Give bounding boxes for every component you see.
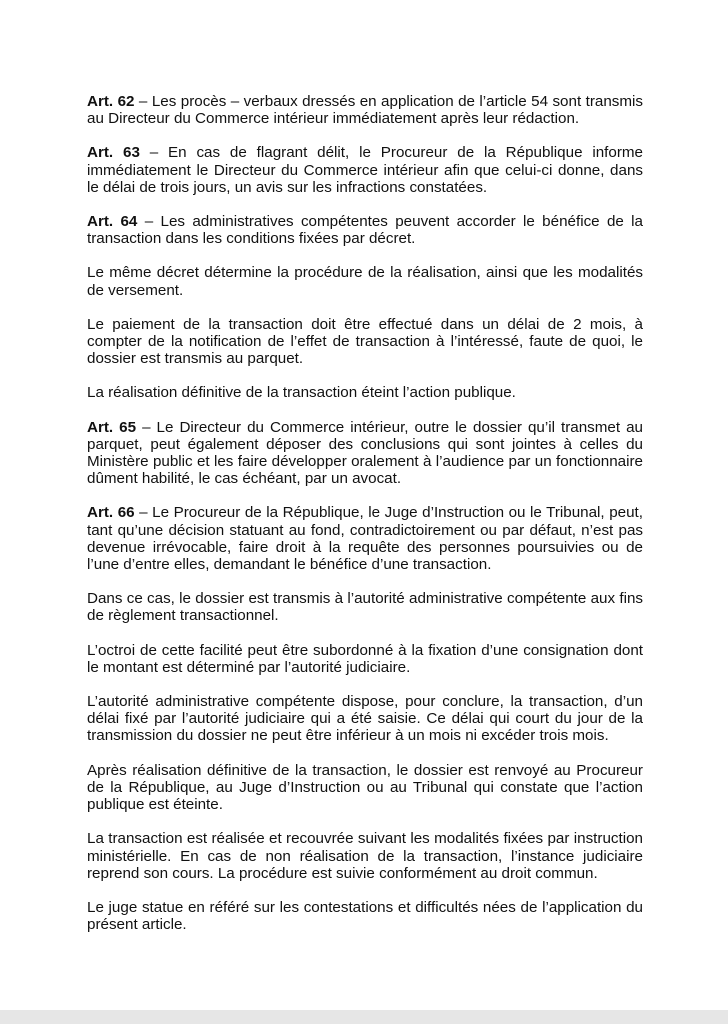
paragraph (87, 899, 643, 933)
article-66-paragraph (87, 504, 643, 573)
paragraph-text: – Le Directeur du Commerce intérieur, outre le dossier qu’il transmet au parquet, peut également déposer des conclusions qui sont jointes à celles du Ministère public et les faire développer oralement à l’audience par un fonctionnaire dûment habilité, le cas échéant, par un avocat. (87, 418, 643, 488)
paragraph-text: La réalisation définitive de la transaction éteint l’action publique. (87, 384, 516, 402)
article-number: Art. 63 (87, 144, 140, 162)
paragraph (87, 693, 643, 745)
article-65-paragraph (87, 419, 643, 488)
paragraph (87, 316, 643, 368)
paragraph (87, 264, 643, 298)
paragraph-text: Dans ce cas, le dossier est transmis à l’autorité administrative compétente aux fins de règlement transactionnel. (87, 590, 643, 625)
paragraph-text: Le juge statue en référé sur les contestations et difficultés nées de l’application du présent article. (87, 898, 643, 934)
paragraph-text: – Les administratives compétentes peuvent accorder le bénéfice de la transaction dans les conditions fixées par décret. (87, 213, 643, 248)
article-number: Art. 62 (87, 93, 135, 110)
article-number: Art. 65 (87, 418, 137, 436)
paragraph-text: Après réalisation définitive de la transaction, le dossier est renvoyé au Procureur de la République, au Juge d’Instruction ou au Tribunal qui constate que l’action publique est éteinte. (87, 761, 643, 814)
paragraph-text: – Le Procureur de la République, le Juge d’Instruction ou le Tribunal, peut, tant qu’une décision statuant au fond, contradictoirement ou par défaut, n’est pas devenue irrévocable, faire droit à la requête des personnes poursuivies ou de l’une d’entre elles, demandant le bénéfice d’une transaction. (87, 504, 643, 574)
paragraph (87, 762, 643, 814)
paragraph-text: L’autorité administrative compétente dispose, pour conclure, la transaction, d’un délai fixé par l’autorité judiciaire qui a été saisie. Ce délai qui court du jour de la transmission du dossier ne peut être inférieur à un mois ni excéder trois mois. (87, 693, 643, 745)
paragraph-text: La transaction est réalisée et recouvrée suivant les modalités fixées par instruction ministérielle. En cas de non réalisation de la transaction, l’instance judiciaire reprend son cours. La procédure est suivie conformément au droit commun. (87, 830, 643, 882)
article-number: Art. 66 (87, 504, 135, 522)
paragraph-text: Le paiement de la transaction doit être effectué dans un délai de 2 mois, à compter de la notification de l’effet de transaction à l’intéressé, faute de quoi, le dossier est transmis au parquet. (87, 315, 643, 368)
article-63-paragraph (87, 144, 643, 196)
paragraph-text: L’octroi de cette facilité peut être subordonné à la fixation d’une consignation dont le montant est déterminé par l’autorité judiciaire. (87, 641, 643, 676)
paragraph (87, 830, 643, 882)
paragraph (87, 384, 643, 401)
paragraph-text: – Les procès – verbaux dressés en application de l’article 54 sont transmis au Directeur du Commerce intérieur immédiatement après leur rédaction. (87, 93, 643, 128)
paragraph-text: Le même décret détermine la procédure de la réalisation, ainsi que les modalités de versement. (87, 264, 643, 299)
article-62-paragraph (87, 93, 643, 127)
document-body (87, 93, 643, 950)
paragraph (87, 642, 643, 676)
article-number: Art. 64 (87, 213, 138, 231)
paragraph-text: – En cas de flagrant délit, le Procureur de la République informe immédiatement le Directeur du Commerce intérieur afin que celui-ci donne, dans le délai de trois jours, un avis sur les infractions constatées. (87, 144, 644, 196)
page-bottom-edge (0, 1010, 728, 1024)
paragraph (87, 590, 643, 624)
article-64-paragraph (87, 213, 643, 247)
